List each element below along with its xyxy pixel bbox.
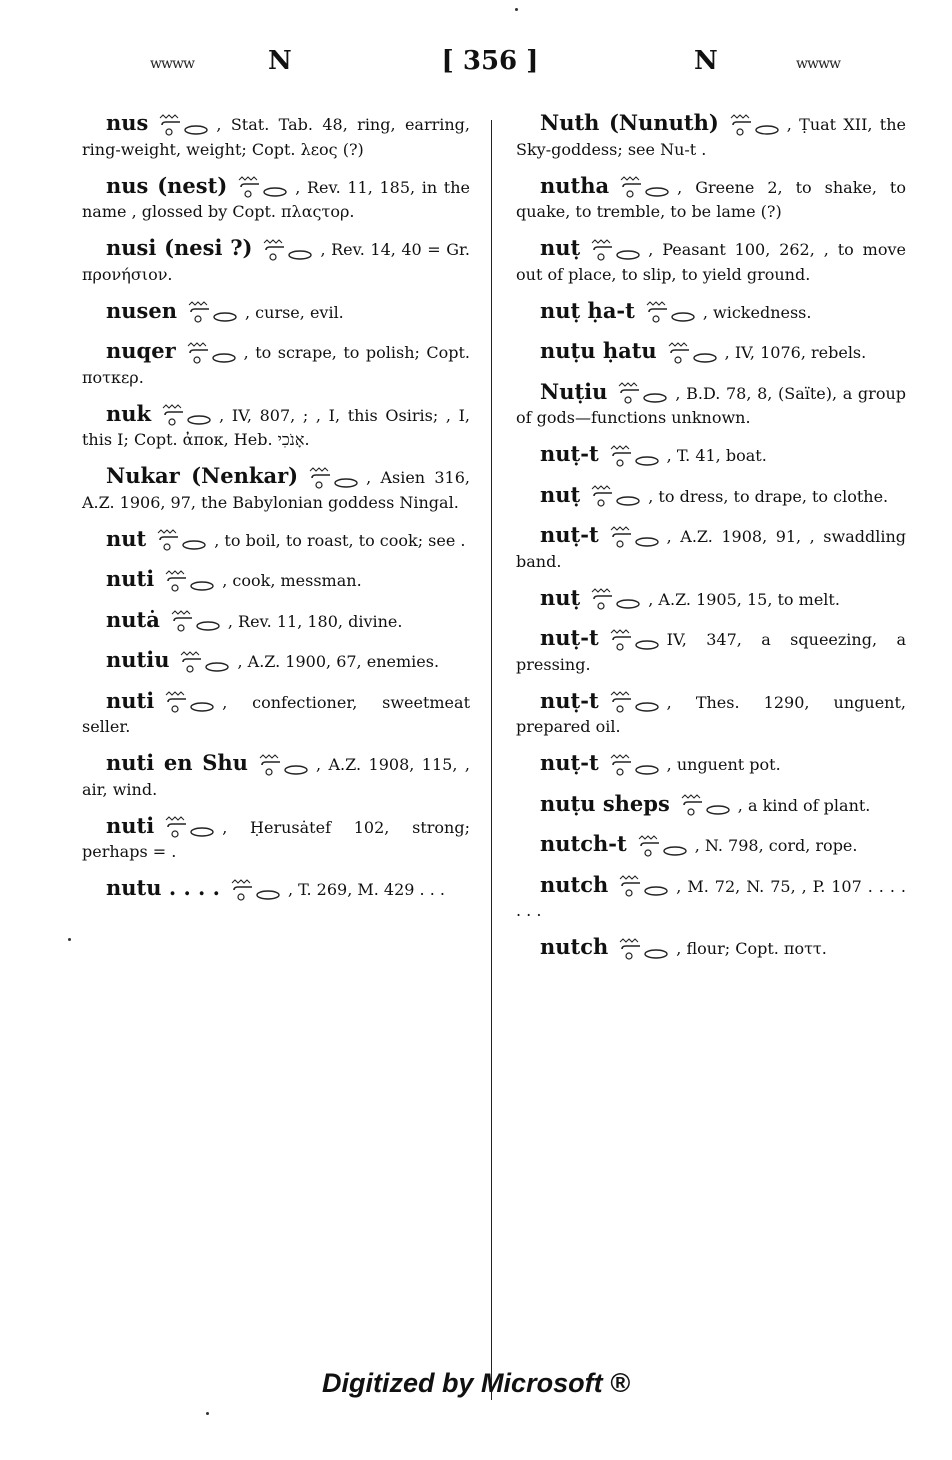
dictionary-entry xyxy=(516,481,906,511)
dictionary-entry xyxy=(516,340,906,367)
entry-definition: , to dress, to drape, to clothe. xyxy=(648,486,889,506)
hieroglyph-group-icon xyxy=(156,528,210,554)
entry-headword: nuṭ xyxy=(540,481,581,507)
left-column xyxy=(82,112,470,918)
water-sign-right: ᴡᴡᴡᴡ xyxy=(796,56,840,72)
dictionary-entry xyxy=(516,627,906,676)
hieroglyph-group-icon xyxy=(617,381,671,407)
entry-definition: , Rev. 11, 185, in the name , glossed by Copt. πλαςτορ. xyxy=(82,177,471,221)
dictionary-entry xyxy=(82,649,470,676)
hieroglyph-group-icon xyxy=(187,300,241,326)
entry-headword: nus xyxy=(106,110,149,135)
hieroglyph-group-icon xyxy=(262,238,316,264)
entry-definition: , a kind of plant. xyxy=(737,795,871,815)
hieroglyph-group-icon xyxy=(164,815,218,841)
entry-headword: Nuth (Nunuth) xyxy=(540,110,719,135)
hieroglyph-group-icon xyxy=(308,466,362,492)
page-header xyxy=(0,46,952,86)
dictionary-entry xyxy=(82,812,470,864)
entry-headword: nuti xyxy=(106,812,155,838)
dictionary-entry xyxy=(82,606,470,636)
entry-headword: nuṭ-t xyxy=(540,441,599,466)
hieroglyph-group-icon xyxy=(618,874,672,900)
dictionary-entry xyxy=(82,465,470,514)
entry-definition: , IV, 807, ; , I, this Osiris; , I, this I; Copt. ἀποκ, Heb. אָנֹכִי. xyxy=(82,405,470,449)
entry-definition: , to boil, to roast, to cook; see . xyxy=(214,530,466,550)
entry-definition: , flour; Copt. ποττ. xyxy=(676,939,827,958)
entry-headword: nusi (nesi ?) xyxy=(106,235,253,260)
entry-definition: , curse, evil. xyxy=(245,302,344,322)
hieroglyph-group-icon xyxy=(609,690,663,716)
entry-definition: , Stat. Tab. 48, ring, earring, ring-weight, weight; Copt. λεος (?) xyxy=(82,115,470,159)
entry-headword: Nukar (Nenkar) xyxy=(106,463,299,488)
entry-headword: nutha xyxy=(540,172,610,198)
entry-headword: nuṭ xyxy=(540,584,581,610)
water-sign-left: ᴡᴡᴡᴡ xyxy=(150,56,194,72)
hieroglyph-group-icon xyxy=(164,569,218,595)
entry-definition: , Asien 316, A.Z. 1906, 97, the Babylonian goddess Ningal. xyxy=(82,468,470,512)
entry-definition: , unguent pot. xyxy=(666,755,781,774)
entry-headword: nuqer xyxy=(106,338,176,363)
left-running-letter: N xyxy=(268,46,292,76)
entry-definition: , A.Z. 1908, 91, , swaddling band. xyxy=(516,527,906,571)
hieroglyph-group-icon xyxy=(609,444,663,470)
hieroglyph-group-icon xyxy=(179,650,233,676)
hieroglyph-group-icon xyxy=(618,937,672,963)
entry-headword: nuti en Shu xyxy=(106,750,248,775)
entry-headword: nuṭ-t xyxy=(540,625,599,650)
entry-definition: , cook, messman. xyxy=(222,571,362,590)
dictionary-entry xyxy=(82,340,470,389)
entry-headword: nutch xyxy=(540,934,609,959)
entry-headword: nuṭ xyxy=(540,235,581,260)
entry-headword: nuṭ-t xyxy=(540,750,599,775)
dictionary-entry xyxy=(516,833,906,860)
entry-definition: , Thes. 1290, unguent, prepared oil. xyxy=(516,692,906,736)
entry-headword: nuṭ-t xyxy=(540,522,599,547)
dictionary-entry xyxy=(82,877,470,904)
hieroglyph-group-icon xyxy=(609,753,663,779)
digitized-watermark: Digitized by Microsoft ® xyxy=(322,1368,630,1398)
dictionary-entry xyxy=(516,112,906,161)
dictionary-entry xyxy=(82,400,470,452)
entry-definition: , to scrape, to polish; Copt. ποτκερ. xyxy=(82,343,470,387)
entry-headword: nuṭu ḥatu xyxy=(540,338,657,363)
entry-definition: , Greene 2, to shake, to quake, to tremble, to be lame (?) xyxy=(516,177,906,221)
hieroglyph-group-icon xyxy=(590,587,644,613)
hieroglyph-group-icon xyxy=(258,753,312,779)
entry-headword: nutch-t xyxy=(540,831,627,856)
entry-definition: IV, 347, a squeezing, a pressing. xyxy=(516,630,906,674)
entry-headword: nus (nest) xyxy=(106,172,228,198)
hieroglyph-group-icon xyxy=(164,690,218,716)
entry-headword: nuk xyxy=(106,400,152,426)
entry-definition: , IV, 1076, rebels. xyxy=(724,343,867,362)
entry-headword: nutȧ xyxy=(106,606,160,632)
dictionary-entry xyxy=(82,568,470,595)
entry-definition: , A.Z. 1905, 15, to melt. xyxy=(648,589,840,609)
dictionary-entry xyxy=(82,687,470,739)
right-running-letter: N xyxy=(694,46,718,76)
dictionary-entry xyxy=(516,936,906,963)
hieroglyph-group-icon xyxy=(619,175,673,201)
entry-headword: Nuṭiu xyxy=(540,378,608,404)
entry-definition: , A.Z. 1900, 67, enemies. xyxy=(237,652,440,671)
hieroglyph-group-icon xyxy=(609,628,663,654)
entry-headword: nuṭ-t xyxy=(540,687,599,713)
hieroglyph-group-icon xyxy=(170,609,224,635)
dictionary-entry xyxy=(516,790,906,820)
hieroglyph-group-icon xyxy=(158,113,212,139)
entry-definition: , wickedness. xyxy=(702,302,812,322)
entry-definition: , M. 72, N. 75, , P. 107 . . . . . . . xyxy=(516,876,906,920)
page-number: [ 356 ] xyxy=(441,46,539,76)
entry-definition: , Ḥerusȧtef 102, strong; perhaps = . xyxy=(82,817,470,861)
hieroglyph-group-icon xyxy=(186,341,240,367)
dictionary-entry xyxy=(516,443,906,470)
dictionary-entry xyxy=(516,584,906,614)
entry-headword: nuṭu sheps xyxy=(540,790,670,816)
dictionary-entry xyxy=(82,752,470,801)
entry-headword: nuti xyxy=(106,566,155,591)
entry-definition: , Rev. 11, 180, divine. xyxy=(227,611,403,631)
entry-headword: nutiu xyxy=(106,647,170,672)
dictionary-entry xyxy=(516,297,906,327)
right-column xyxy=(516,112,906,977)
hieroglyph-group-icon xyxy=(667,341,721,367)
dictionary-entry xyxy=(82,237,470,286)
entry-definition: , Ṭuat XII, the Sky-goddess; see Nu-t . xyxy=(516,115,907,159)
dictionary-entry xyxy=(82,525,470,555)
dictionary-entry xyxy=(82,112,470,161)
hieroglyph-group-icon xyxy=(609,525,663,551)
entry-definition: , T. 269, M. 429 . . . xyxy=(288,880,445,899)
entry-headword: nutu . . . . xyxy=(106,875,220,900)
entry-definition: , Rev. 14, 40 = Gr. πρoνήσιον. xyxy=(82,240,470,284)
entry-headword: nuṭ ḥa-t xyxy=(540,297,635,323)
entry-definition: , T. 41, boat. xyxy=(666,446,767,465)
entry-definition: , Peasant 100, 262, , to move out of place, to slip, to yield ground. xyxy=(516,240,906,284)
entry-headword: nusen xyxy=(106,297,177,323)
entry-headword: nutch xyxy=(540,871,609,897)
hieroglyph-group-icon xyxy=(637,834,691,860)
dictionary-entry xyxy=(516,172,906,224)
hieroglyph-group-icon xyxy=(590,238,644,264)
dictionary-entry xyxy=(516,752,906,779)
hieroglyph-group-icon xyxy=(230,878,284,904)
dictionary-entry xyxy=(516,237,906,286)
dictionary-entry xyxy=(82,172,471,224)
entry-headword: nut xyxy=(106,525,147,551)
hieroglyph-group-icon xyxy=(729,113,783,139)
hieroglyph-group-icon xyxy=(590,484,644,510)
dictionary-entry xyxy=(516,871,906,923)
speck xyxy=(68,938,71,941)
dictionary-entry xyxy=(516,524,906,573)
entry-definition: , N. 798, cord, rope. xyxy=(694,836,858,855)
hieroglyph-group-icon xyxy=(237,175,291,201)
hieroglyph-group-icon xyxy=(680,793,734,819)
entry-definition: , B.D. 78, 8, (Saïte), a group of gods—functions unknown. xyxy=(516,383,906,427)
column-divider xyxy=(491,120,492,1400)
entry-definition: , A.Z. 1908, 115, , air, wind. xyxy=(82,755,470,799)
entry-headword: nuti xyxy=(106,687,155,713)
speck xyxy=(206,1412,209,1415)
hieroglyph-group-icon xyxy=(161,403,215,429)
hieroglyph-group-icon xyxy=(645,300,699,326)
dictionary-entry xyxy=(516,687,906,739)
dictionary-entry xyxy=(516,378,906,430)
dictionary-entry xyxy=(82,297,470,327)
entry-definition: , confectioner, sweetmeat seller. xyxy=(82,692,470,736)
speck xyxy=(515,8,518,11)
